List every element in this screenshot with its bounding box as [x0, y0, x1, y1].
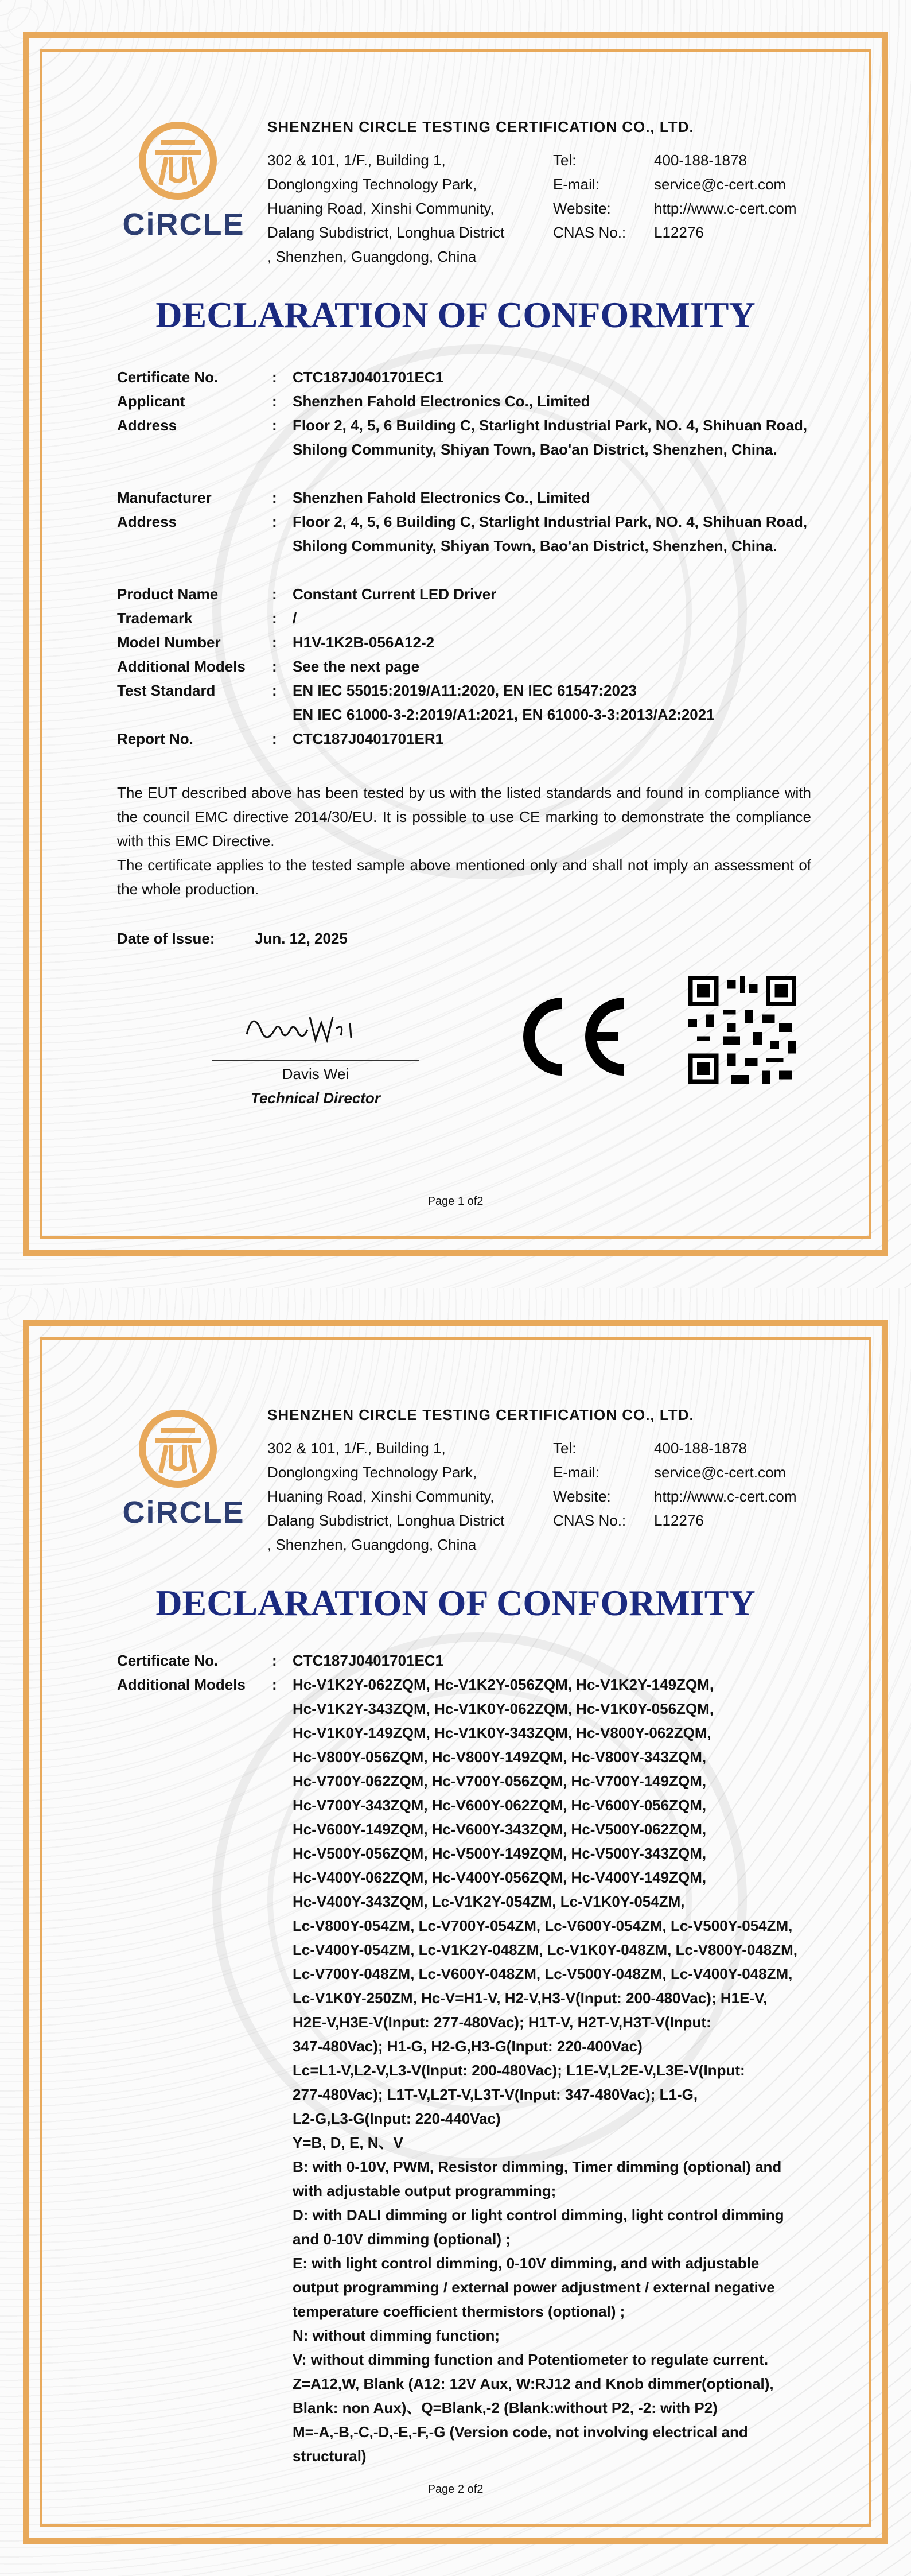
email-value[interactable]: service@c-cert.com [654, 176, 787, 193]
compliance-paragraph: The EUT described above has been tested by us with the listed standards and found in compliance with the council EMC directive 2014/30/EU. It is possible to use CE marking to demonstrate the compliance with this EMC Directive. [117, 784, 811, 849]
field-label: Applicant [117, 393, 185, 410]
models-line: E: with light control dimming, 0-10V dimming, and with adjustable [293, 2255, 760, 2272]
document-title: DECLARATION OF CONFORMITY [155, 294, 756, 335]
field-colon: : [272, 634, 277, 651]
field-label: Certificate No. [117, 368, 219, 386]
manufacturer-value: Shenzhen Fahold Electronics Co., Limited [293, 489, 590, 506]
test-standard-value-2: EN IEC 61000-3-2:2019/A1:2021, EN 61000-3-3:2013/A2:2021 [293, 706, 715, 723]
applicant-value: Shenzhen Fahold Electronics Co., Limited [293, 393, 590, 410]
logo-mark-icon [138, 121, 218, 201]
address-line: Donglongxing Technology Park, [267, 1464, 477, 1481]
models-line: Hc-V500Y-056ZQM, Hc-V500Y-149ZQM, Hc-V500Y-343ZQM, [293, 1845, 707, 1862]
tel-label: Tel: [553, 152, 577, 169]
address-line: 302 & 101, 1/F., Building 1, [267, 152, 446, 169]
page-number: Page 1 of2 [427, 1195, 484, 1208]
models-line: Hc-V700Y-343ZQM, Hc-V600Y-062ZQM, Hc-V600Y-056ZQM, [293, 1797, 707, 1814]
field-colon: : [272, 417, 277, 434]
signer-name: Davis Wei [282, 1065, 349, 1083]
models-line: Z=A12,W, Blank (A12: 12V Aux, W:RJ12 and Knob dimmer(optional), [293, 2375, 774, 2392]
website-label: Website: [553, 200, 611, 217]
test-standard-value: EN IEC 55015:2019/A11:2020, EN IEC 61547:2023 [293, 682, 637, 699]
models-line: B: with 0-10V, PWM, Resistor dimming, Timer dimming (optional) and [293, 2158, 782, 2175]
models-line: Lc-V1K0Y-250ZM, Hc-V=H1-V, H2-V,H3-V(Input: 200-480Vac); H1E-V, [293, 1989, 768, 2007]
models-line: D: with DALI dimming or light control dimming, light control dimming [293, 2206, 784, 2224]
models-line: L2-G,L3-G(Input: 220-440Vac) [293, 2110, 501, 2127]
date-label: Date of Issue: [117, 930, 215, 947]
company-name: SHENZHEN CIRCLE TESTING CERTIFICATION CO., LTD. [267, 1406, 694, 1423]
certificate-number: CTC187J0401701EC1 [293, 1652, 444, 1669]
field-label: Trademark [117, 610, 193, 627]
scope-paragraph: The certificate applies to the tested sample above mentioned only and shall not imply an assessment of the whole production. [117, 856, 811, 898]
models-line: Hc-V1K0Y-149ZQM, Hc-V1K0Y-343ZQM, Hc-V800Y-062ZQM, [293, 1724, 711, 1741]
logo-mark-icon [138, 1409, 218, 1489]
models-line: H2E-V,H3E-V(Input: 277-480Vac); H1T-V, H2T-V,H3T-V(Input: [293, 2014, 711, 2031]
models-line: with adjustable output programming; [293, 2182, 556, 2199]
models-line: Hc-V400Y-343ZQM, Lc-V1K2Y-054ZM, Lc-V1K0Y-054ZM, [293, 1893, 685, 1910]
models-line: Hc-V700Y-062ZQM, Hc-V700Y-056ZQM, Hc-V700Y-149ZQM, [293, 1772, 707, 1790]
address-line: , Shenzhen, Guangdong, China [267, 1536, 477, 1553]
address-line: Huaning Road, Xinshi Community, [267, 200, 495, 217]
applicant-address-value: Floor 2, 4, 5, 6 Building C, Starlight Industrial Park, NO. 4, Shihuan Road, Shilong Community, Shiyan Town, Bao'an District, Shenzhen, China. [293, 417, 808, 458]
contact-values [654, 1436, 797, 1533]
contact-values [654, 148, 797, 245]
models-line: output programming / external power adjustment / external negative [293, 2279, 775, 2296]
field-label: Address [117, 417, 177, 434]
contact-labels [553, 1436, 626, 1533]
ce-mark-icon [507, 991, 633, 1083]
models-line: Lc-V400Y-054ZM, Lc-V1K2Y-048ZM, Lc-V1K0Y-048ZM, Lc-V800Y-048ZM, [293, 1941, 798, 1958]
field-colon: : [272, 730, 277, 747]
email-value[interactable]: service@c-cert.com [654, 1464, 787, 1481]
company-address [267, 148, 504, 269]
field-colon: : [272, 682, 277, 699]
models-line: structural) [293, 2447, 367, 2465]
models-line: Hc-V600Y-149ZQM, Hc-V600Y-343ZQM, Hc-V500Y-062ZQM, [293, 1821, 707, 1838]
signature-image [241, 1006, 379, 1052]
signature-text: Davis Wei [247, 1048, 252, 1049]
date-value: Jun. 12, 2025 [255, 930, 348, 947]
models-line: Lc-V800Y-054ZM, Lc-V700Y-054ZM, Lc-V600Y-054ZM, Lc-V500Y-054ZM, [293, 1917, 793, 1934]
trademark-value: / [293, 610, 297, 627]
additional-models-list [293, 1673, 843, 2468]
qr-code-icon [688, 976, 796, 1084]
company-logo [115, 121, 252, 247]
models-line: Hc-V1K2Y-343ZQM, Hc-V1K0Y-062ZQM, Hc-V1K0Y-056ZQM, [293, 1700, 714, 1717]
field-label: Model Number [117, 634, 221, 651]
manufacturer-address-value: Floor 2, 4, 5, 6 Building C, Starlight Industrial Park, NO. 4, Shihuan Road, Shilong Community, Shiyan Town, Bao'an District, Shenzhen, China. [293, 513, 808, 554]
field-colon: : [272, 1652, 277, 1669]
logo-text: CiRCLE [122, 1495, 245, 1530]
field-colon: : [272, 585, 277, 603]
field-colon: : [272, 489, 277, 506]
website-value[interactable]: http://www.c-cert.com [654, 200, 797, 217]
report-number-value: CTC187J0401701ER1 [293, 730, 444, 747]
tel-value: 400-188-1878 [654, 152, 747, 169]
models-line: and 0-10V dimming (optional) ; [293, 2230, 511, 2248]
contact-labels [553, 148, 626, 245]
models-line: N: without dimming function; [293, 2327, 500, 2344]
field-label: Additional Models [117, 1676, 246, 1693]
models-line: Hc-V800Y-056ZQM, Hc-V800Y-149ZQM, Hc-V800Y-343ZQM, [293, 1748, 707, 1766]
cnas-label: CNAS No.: [553, 1512, 626, 1529]
field-label: Manufacturer [117, 489, 212, 506]
website-value[interactable]: http://www.c-cert.com [654, 1488, 797, 1505]
models-line: 347-480Vac); H1-G, H2-G,H3-G(Input: 220-400Vac) [293, 2038, 643, 2055]
signer-title: Technical Director [251, 1089, 380, 1107]
field-label: Report No. [117, 730, 193, 747]
address-line: 302 & 101, 1/F., Building 1, [267, 1440, 446, 1457]
signature-line [212, 1060, 419, 1061]
cnas-value: L12276 [654, 224, 704, 241]
product-name-value: Constant Current LED Driver [293, 585, 497, 603]
address-line: Donglongxing Technology Park, [267, 176, 477, 193]
address-line: Huaning Road, Xinshi Community, [267, 1488, 495, 1505]
field-label: Product Name [117, 585, 219, 603]
models-line: V: without dimming function and Potentiometer to regulate current. [293, 2351, 769, 2368]
company-logo [115, 1409, 252, 1535]
field-colon: : [272, 610, 277, 627]
models-line: M=-A,-B,-C,-D,-E,-F,-G (Version code, not involving electrical and [293, 2423, 748, 2441]
company-name: SHENZHEN CIRCLE TESTING CERTIFICATION CO., LTD. [267, 118, 694, 135]
models-line: Hc-V400Y-062ZQM, Hc-V400Y-056ZQM, Hc-V400Y-149ZQM, [293, 1869, 707, 1886]
field-label: Address [117, 513, 177, 530]
additional-models-value: See the next page [293, 658, 420, 675]
models-line: Lc=L1-V,L2-V,L3-V(Input: 200-480Vac); L1E-V,L2E-V,L3E-V(Input: [293, 2062, 745, 2079]
address-line: Dalang Subdistrict, Longhua District [267, 1512, 505, 1529]
field-colon: : [272, 1676, 277, 1693]
models-line: Lc-V700Y-048ZM, Lc-V600Y-048ZM, Lc-V500Y-048ZM, Lc-V400Y-048ZM, [293, 1965, 793, 1983]
models-line: 277-480Vac); L1T-V,L2T-V,L3T-V(Input: 347-480Vac); L1-G, [293, 2086, 698, 2103]
email-label: E-mail: [553, 176, 599, 193]
certificate-page-2 [0, 1288, 911, 2576]
field-label: Certificate No. [117, 1652, 219, 1669]
model-number-value: H1V-1K2B-056A12-2 [293, 634, 435, 651]
models-line: Y=B, D, E, N、V [293, 2134, 403, 2151]
tel-label: Tel: [553, 1440, 577, 1457]
cnas-value: L12276 [654, 1512, 704, 1529]
tel-value: 400-188-1878 [654, 1440, 747, 1457]
company-address [267, 1436, 504, 1557]
field-label: Test Standard [117, 682, 216, 699]
models-line: Blank: non Aux)、Q=Blank,-2 (Blank:without P2, -2: with P2) [293, 2399, 718, 2416]
field-label: Additional Models [117, 658, 246, 675]
field-colon: : [272, 513, 277, 530]
page-number: Page 2 of2 [427, 2483, 484, 2496]
address-line: Dalang Subdistrict, Longhua District [267, 224, 505, 241]
document-title: DECLARATION OF CONFORMITY [155, 1582, 756, 1623]
certificate-number: CTC187J0401701EC1 [293, 368, 444, 386]
email-label: E-mail: [553, 1464, 599, 1481]
field-colon: : [272, 368, 277, 386]
field-colon: : [272, 658, 277, 675]
logo-text: CiRCLE [122, 207, 245, 242]
cnas-label: CNAS No.: [553, 224, 626, 241]
field-colon: : [272, 393, 277, 410]
models-line: Hc-V1K2Y-062ZQM, Hc-V1K2Y-056ZQM, Hc-V1K2Y-149ZQM, [293, 1676, 714, 1693]
models-line: temperature coefficient thermistors (optional) ; [293, 2303, 625, 2320]
website-label: Website: [553, 1488, 611, 1505]
address-line: , Shenzhen, Guangdong, China [267, 248, 477, 265]
